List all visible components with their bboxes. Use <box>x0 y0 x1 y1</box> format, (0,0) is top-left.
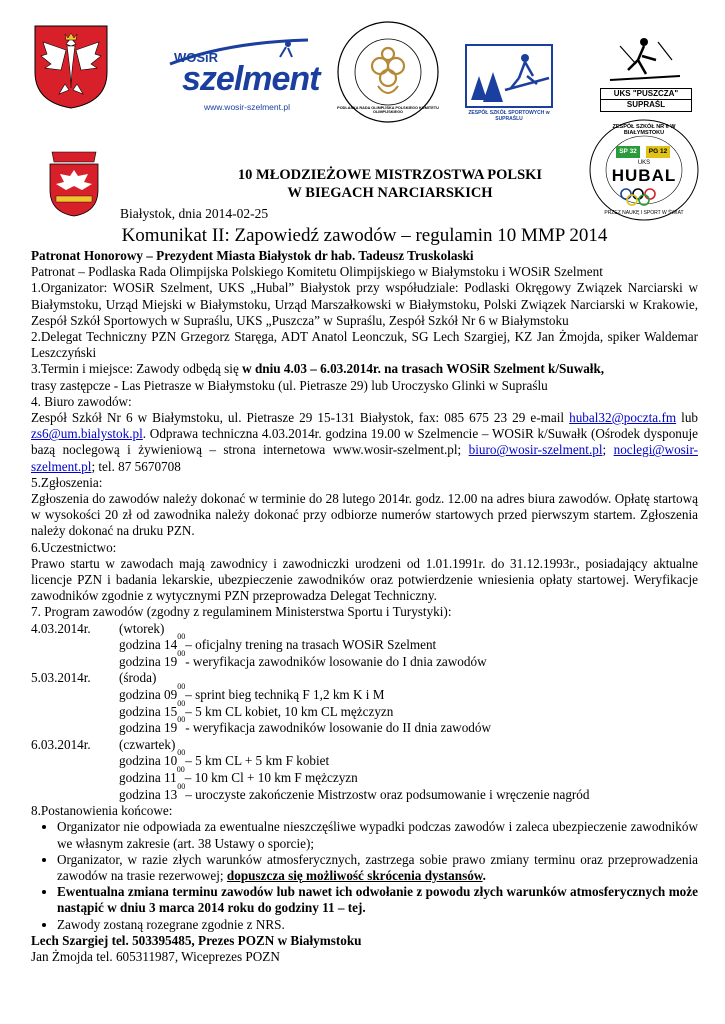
list-item: • Organizator nie odpowiada za ewentualne nieszczęśliwe wypadki podczas zawodów i zaleca ubezpieczenie zawodników we własnym zakresie (art. 38 Ustawy o sporcie); <box>57 819 698 851</box>
program-item-sup: 00 <box>177 781 186 791</box>
list-item <box>57 852 698 884</box>
wosir-url-text: www.wosir-szelment.pl <box>204 102 290 112</box>
program-item-sup: 00 <box>177 632 186 642</box>
program-item-text: - weryfikacja zawodników losowanie do I dnia zawodów <box>185 653 487 669</box>
hubal-ring-bottom-text: PRZEZ NAUKĘ I SPORT W ŚWIAT <box>604 210 684 216</box>
program-day-row <box>31 670 698 687</box>
email-link-zs6[interactable]: zs6@um.bialystok.pl <box>31 426 143 442</box>
program-item <box>31 682 698 704</box>
program-item <box>31 715 698 737</box>
olympic-council-seal <box>336 20 440 124</box>
hubal-ring-top-text: ZESPÓŁ SZKÓŁ NR 6 W BIAŁYMSTOKU <box>612 124 676 136</box>
olympic-council-ring-text: PODLASKA RADA OLIMPIJSKA POLSKIEGO KOMITETU OLIMPIJSKIEGO <box>337 106 439 114</box>
skier-icon <box>600 36 690 86</box>
program-item-time: godzina 10 <box>119 753 178 769</box>
signature-president: Lech Szargiej tel. 503395485, Prezes POZN w Białymstoku <box>31 932 362 948</box>
wosir-brand-text: WOSiR <box>174 50 219 65</box>
program-item-time: godzina 11 <box>119 770 177 786</box>
program-item <box>31 632 698 654</box>
program-item-text: – sprint bieg techniką F 1,2 km K i M <box>185 687 385 703</box>
delegate-section: 2.Delegat Techniczny PZN Grzegorz Staręga, ADT Anatol Leonczuk, SG Lech Szargiej, KZ Jan Żmojda, spiker Waldemar Leszczyński <box>31 329 698 361</box>
email-link-noclegi[interactable]: noclegi@wosir-szelment.pl <box>31 442 698 474</box>
program-item <box>31 748 698 770</box>
program-label: 7. Program zawodów (zgodny z regulaminem Ministerstwa Sportu i Turystyki): <box>31 604 452 620</box>
program-item-text: – 5 km CL kobiet, 10 km CL mężczyzn <box>185 703 394 719</box>
program-item <box>31 698 698 721</box>
final-provisions-list <box>31 819 698 932</box>
program-item-sup: 00 <box>177 682 186 692</box>
entries-section: Zgłoszenia do zawodów należy dokonać w terminie do 28 lutego 2014r. godz. 12.00 na adres biura zawodów. Opłatę startową w wysokości 20 zł od zawodnika należy dokonać przy odbiorze numerów startowych przed pierwszym startem. Zgłoszenia należy dokonać na druku PZN. <box>31 491 698 539</box>
email-link-hubal[interactable]: hubal32@poczta.fm <box>569 410 677 426</box>
office-sep: ; <box>602 442 614 458</box>
program-item-time: godzina 13 <box>119 786 178 802</box>
term-dates: w dniu 4.03 – 6.03.2014r. na trasach WOSiR Szelment k/Suwałk, <box>242 361 605 377</box>
zss-suprasl-logo <box>465 44 553 126</box>
document-body <box>31 224 698 965</box>
program-item-text: – uroczyste zakończenie Mistrzostw oraz podsumowanie i wręczenie nagród <box>185 786 590 802</box>
uks-puszcza-line1: UKS "PUSZCZA" <box>613 89 679 98</box>
podlaskie-crest-logo <box>33 24 109 110</box>
program-item-text: – 5 km CL + 5 km F kobiet <box>185 753 330 769</box>
program-day-date: 6.03.2014r. <box>31 736 91 752</box>
uks-puszcza-logo <box>600 36 690 112</box>
wosir-name-text: szelment <box>182 60 320 98</box>
program-item-sup: 00 <box>177 698 186 708</box>
honorary-patronage: Patronat Honorowy – Prezydent Miasta Białystok dr hab. Tadeusz Truskolaski <box>31 248 474 263</box>
list-item-text: Organizator, w razie złych warunków atmosferycznych, zastrzega sobie prawo zmiany terminu oraz przeprowadzenia zawodów na trasie rezerwowej; <box>57 851 698 884</box>
program-item-time: godzina 15 <box>119 703 178 719</box>
program-day-weekday: (czwartek) <box>119 736 176 752</box>
program-item-sup: 00 <box>176 765 185 775</box>
participation-label: 6.Uczestnictwo: <box>31 539 117 555</box>
term-label: 3.Termin i miejsce: Zawody odbędą się <box>31 361 243 377</box>
program-item-sup: 00 <box>177 648 186 658</box>
office-section <box>31 410 698 475</box>
list-item: • Ewentualna zmiana terminu zawodów lub nawet ich odwołanie z powodu złych warunków atmosferycznych może nastąpić w dniu 3 marca 2014 roku do godziny 11 – tej. <box>57 884 698 916</box>
hubal-badge-sp32: SP 32 <box>619 148 637 155</box>
program-day-date: 5.03.2014r. <box>31 670 91 686</box>
participation-section: Prawo startu w zawodach mają zawodnicy i zawodniczki urodzeni od 1.01.1991r. do 31.12.1993r., posiadający aktualne licencje PZN i badania lekarskie, ubezpieczenie zawodników oraz potwierdzenie wniesienia opłaty startowej. Weryfikacje zawodników zgodnie z wytycznymi PZN przeprowadza Delegat Techniczny. <box>31 555 698 604</box>
program-item-time: godzina 19 <box>119 720 178 736</box>
final-provisions-label: 8.Postanowienia końcowe: <box>31 803 173 819</box>
wosir-szelment-logo <box>168 36 320 116</box>
entries-label: 5.Zgłoszenia: <box>31 474 103 490</box>
program-day-date: 4.03.2014r. <box>31 620 91 636</box>
hubal-uks-text: UKS <box>637 160 651 166</box>
uks-puszcza-line2: SUPRAŚL <box>601 99 691 110</box>
program-item <box>31 781 698 804</box>
term-reserve-routes: trasy zastępcze - Las Pietrasze w Białymstoku (ul. Pietrasze 29) lub Uroczysko Glinki w Supraślu <box>31 377 548 393</box>
hubal-badge-pg12: PG 12 <box>648 148 668 155</box>
office-briefing: . Odprawa techniczna 4.03.2014r. godzina 19.00 w Szelmencie – WOSiR k/Suwałk (Ośrodek dysponuje bazą noclegową i żywieniową – strona internetowa www.wosir-szelment.pl; <box>31 426 698 458</box>
communique-heading: Komunikat II: Zapowiedź zawodów – regulamin 10 MMP 2014 <box>121 225 608 246</box>
event-title-line1: 10 MŁODZIEŻOWE MISTRZOSTWA POLSKI <box>237 167 543 183</box>
program-item <box>31 648 698 671</box>
email-link-biuro[interactable]: biuro@wosir-szelment.pl <box>468 442 603 458</box>
bialystok-crest-logo <box>44 150 104 218</box>
program-item-sup: 00 <box>177 715 186 725</box>
list-item-emphasis: dopuszcza się możliwość skrócenia dystansów <box>226 868 483 884</box>
program-day-row <box>31 621 698 638</box>
organizer-section: 1.Organizator: WOSiR Szelment, UKS „Hubal” Białystok przy współudziale: Podlaski Okręgowy Związek Narciarski w Białymstoku, Urząd Miejski w Białymstoku, Urząd Marszałkowski w Białymstoku, Polski Związek Narciarski w Krakowie, Zespół Szkół Sportowych w Supraślu, UKS „Puszcza” w Supraślu, Zespół Szkół Nr 6 w Białymstoku <box>31 280 698 328</box>
office-address: Zespół Szkół Nr 6 w Białymstoku, ul. Pietrasze 29 15-131 Białystok, fax: 085 675 23 29 e-mail <box>31 410 570 426</box>
event-title <box>140 166 640 202</box>
zss-caption-text: ZESPÓŁ SZKÓŁ SPORTOWYCH w SUPRAŚLU <box>468 110 550 122</box>
list-item: • Zawody zostaną rozegrane zgodnie z NRS. <box>57 917 698 933</box>
program-item-time: godzina 14 <box>119 637 178 653</box>
program-item <box>31 765 698 787</box>
office-or: lub <box>676 410 699 426</box>
program-item-text: - weryfikacja zawodników losowanie do II dnia zawodów <box>185 720 492 736</box>
office-label: 4. Biuro zawodów: <box>31 393 132 409</box>
document-date: Białystok, dnia 2014-02-25 <box>120 206 269 221</box>
event-title-line2: W BIEGACH NARCIARSKICH <box>287 185 493 201</box>
program-item-text: – 10 km Cl + 10 km F mężczyzn <box>184 770 358 786</box>
program-item-text: – oficjalny trening na trasach WOSiR Szelment <box>185 637 437 653</box>
office-phone: ; tel. 87 5670708 <box>91 458 181 474</box>
program-day-weekday: (środa) <box>119 670 157 686</box>
program-item-time: godzina 09 <box>119 687 178 703</box>
program-item-sup: 00 <box>177 748 186 758</box>
program-day-row <box>31 737 698 754</box>
list-item-end: . <box>482 868 486 884</box>
hubal-name-text: HUBAL <box>611 166 677 185</box>
program-item-time: godzina 19 <box>119 653 178 669</box>
program-schedule <box>31 621 698 804</box>
term-section <box>31 361 698 377</box>
signature-vice-president: Jan Żmojda tel. 605311987, Wiceprezes POZN <box>31 949 280 965</box>
patronage: Patronat – Podlaska Rada Olimpijska Polskiego Komitetu Olimpijskiego w Białymstoku i WOSiR Szelment <box>31 264 603 280</box>
program-day-weekday: (wtorek) <box>119 620 165 636</box>
